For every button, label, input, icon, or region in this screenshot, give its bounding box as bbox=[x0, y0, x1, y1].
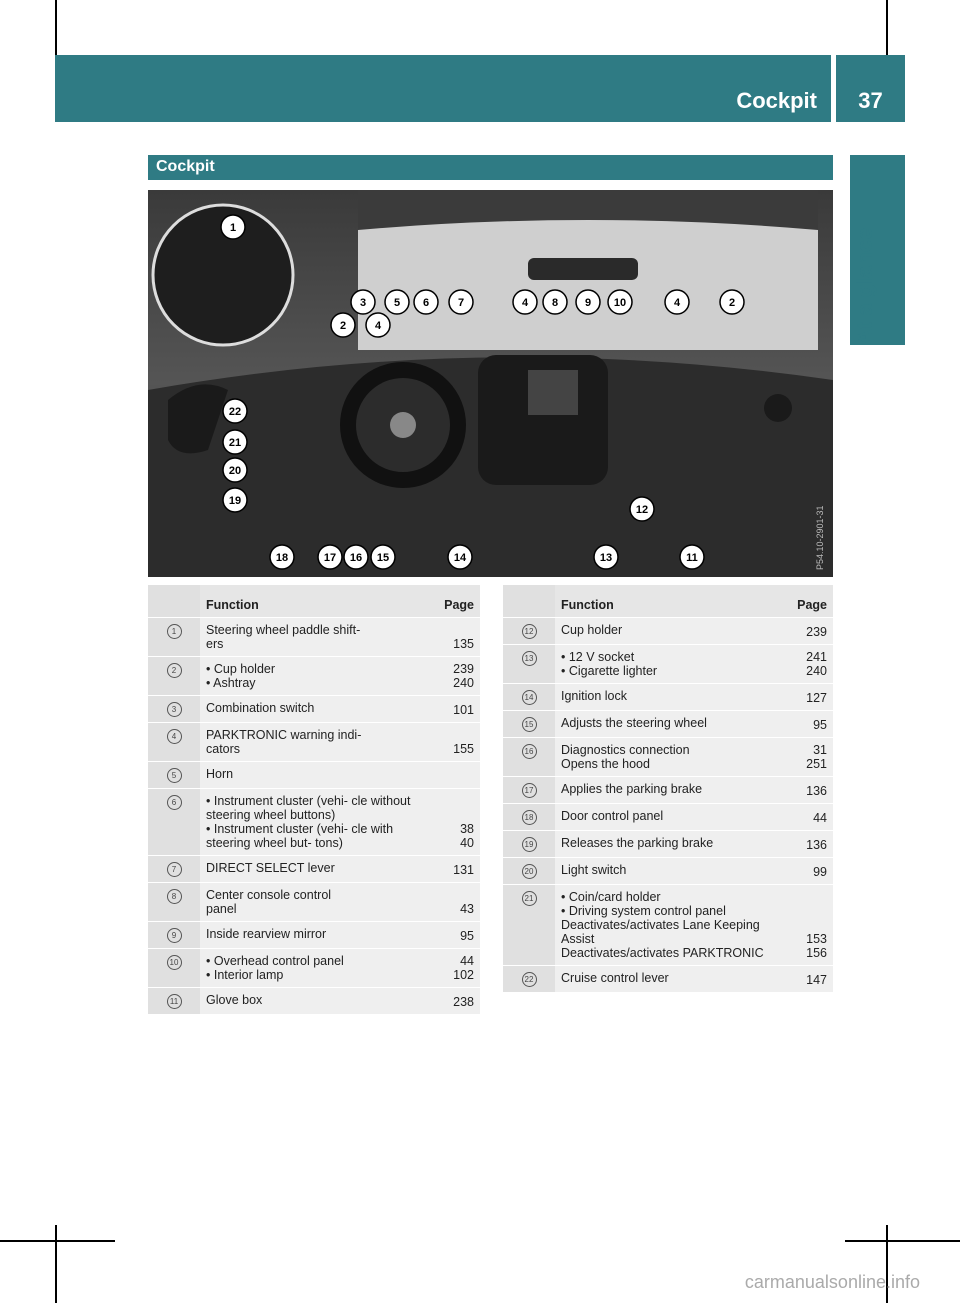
header-function: Function bbox=[200, 585, 426, 618]
row-number-icon: 20 bbox=[522, 864, 537, 879]
photo-code: P54.10-2901-31 bbox=[815, 505, 825, 570]
function-cell bbox=[555, 645, 779, 684]
function-cell bbox=[555, 885, 779, 966]
page-ref: 31 bbox=[813, 743, 827, 757]
page-cell bbox=[426, 657, 480, 696]
page-cell bbox=[779, 885, 833, 966]
page-cell bbox=[779, 804, 833, 831]
row-number-cell bbox=[503, 831, 555, 858]
page-header bbox=[55, 55, 831, 122]
row-number-icon: 13 bbox=[522, 651, 537, 666]
callout-label: 11 bbox=[686, 552, 698, 564]
page-ref: 131 bbox=[453, 863, 474, 877]
page-ref: 153 bbox=[806, 932, 827, 946]
page-cell bbox=[426, 762, 480, 789]
bullet-item: • Interior lamp bbox=[206, 968, 420, 982]
table-row bbox=[148, 618, 480, 657]
function-cell bbox=[555, 711, 779, 738]
table-header-row bbox=[503, 585, 833, 618]
table-row bbox=[148, 949, 480, 988]
callout-label: 9 bbox=[584, 297, 592, 309]
page-ref: 95 bbox=[813, 718, 827, 732]
bullet-item: • Instrument cluster (vehi- cle without steering wheel buttons) bbox=[206, 794, 420, 822]
function-cell bbox=[555, 831, 779, 858]
page-cell bbox=[779, 618, 833, 645]
row-number-icon: 2 bbox=[167, 663, 182, 678]
bullet-item: • Cigarette lighter bbox=[561, 664, 773, 678]
function-text: Adjusts the steering wheel bbox=[561, 716, 707, 730]
callout-label: 7 bbox=[457, 297, 465, 309]
row-number-icon: 7 bbox=[167, 862, 182, 877]
row-number-cell bbox=[148, 696, 200, 723]
callout-label: 19 bbox=[228, 495, 242, 507]
table-body bbox=[148, 618, 480, 1015]
row-number-cell bbox=[148, 988, 200, 1015]
function-text: ers bbox=[206, 637, 224, 651]
function-text: Cup holder bbox=[561, 623, 623, 637]
callout-label: 16 bbox=[349, 552, 363, 564]
bullet-item: • Coin/card holder bbox=[561, 890, 773, 904]
callout-label: 4 bbox=[374, 320, 382, 332]
page-cell bbox=[426, 723, 480, 762]
callout-label: 1 bbox=[229, 222, 237, 234]
row-number-icon: 6 bbox=[167, 795, 182, 810]
row-number-cell bbox=[148, 657, 200, 696]
function-cell bbox=[555, 618, 779, 645]
function-text: panel bbox=[206, 902, 237, 916]
page-ref: 40 bbox=[460, 836, 474, 850]
callout-label: 3 bbox=[359, 297, 367, 309]
function-text: Glove box bbox=[206, 993, 263, 1007]
row-number-cell bbox=[503, 777, 555, 804]
function-cell bbox=[200, 949, 426, 988]
page-ref: 147 bbox=[806, 973, 827, 987]
page-ref: 239 bbox=[453, 662, 474, 676]
function-text: Releases the parking brake bbox=[561, 836, 714, 850]
page-cell bbox=[779, 645, 833, 684]
function-text: Deactivates/activates Lane Keeping Assist bbox=[561, 918, 760, 946]
callout-label: 13 bbox=[599, 552, 613, 564]
page-cell bbox=[426, 949, 480, 988]
page-ref: 136 bbox=[806, 784, 827, 798]
bullet-item: • Driving system control panel bbox=[561, 904, 773, 918]
crop-mark bbox=[0, 1240, 115, 1242]
function-table-right bbox=[503, 585, 833, 993]
function-text: Light switch bbox=[561, 863, 627, 877]
table-row bbox=[148, 696, 480, 723]
function-cell bbox=[200, 883, 426, 922]
callout-label: 14 bbox=[453, 552, 467, 564]
row-number-icon: 21 bbox=[522, 891, 537, 906]
function-table-left bbox=[148, 585, 480, 1015]
header-page: Page bbox=[426, 585, 480, 618]
page-ref: 251 bbox=[806, 757, 827, 771]
table-header-row bbox=[148, 585, 480, 618]
bullet-item: • Instrument cluster (vehi- cle with steering wheel but- tons) bbox=[206, 822, 420, 850]
table-row bbox=[503, 684, 833, 711]
row-number-icon: 16 bbox=[522, 744, 537, 759]
row-number-icon: 15 bbox=[522, 717, 537, 732]
callout-label: 17 bbox=[323, 552, 337, 564]
row-number-icon: 4 bbox=[167, 729, 182, 744]
table-row bbox=[503, 738, 833, 777]
page-cell bbox=[779, 831, 833, 858]
callout-label: 15 bbox=[376, 552, 390, 564]
function-text: Combination switch bbox=[206, 701, 315, 715]
footer-watermark: carmanualsonline.info bbox=[744, 1272, 920, 1292]
row-number-cell bbox=[148, 762, 200, 789]
function-cell bbox=[555, 804, 779, 831]
callout-label: 5 bbox=[393, 297, 401, 309]
page-ref: 241 bbox=[806, 650, 827, 664]
function-cell bbox=[200, 856, 426, 883]
crop-mark bbox=[886, 0, 888, 55]
function-cell bbox=[555, 738, 779, 777]
table-row bbox=[503, 885, 833, 966]
page-ref: 44 bbox=[460, 954, 474, 968]
row-number-icon: 11 bbox=[167, 994, 182, 1009]
row-number-icon: 19 bbox=[522, 837, 537, 852]
section-title: Cockpit bbox=[156, 158, 215, 175]
callout-label: 4 bbox=[521, 297, 529, 309]
row-number-icon: 18 bbox=[522, 810, 537, 825]
callout-label: 10 bbox=[613, 297, 627, 309]
table-row bbox=[148, 789, 480, 856]
table-row bbox=[503, 777, 833, 804]
function-text: Horn bbox=[206, 767, 234, 781]
row-number-cell bbox=[503, 858, 555, 885]
row-number-icon: 8 bbox=[167, 889, 182, 904]
page-ref: 155 bbox=[453, 742, 474, 756]
page-ref: 127 bbox=[806, 691, 827, 705]
row-number-icon: 5 bbox=[167, 768, 182, 783]
table-body bbox=[503, 618, 833, 993]
page-ref: 44 bbox=[813, 811, 827, 825]
function-text: DIRECT SELECT lever bbox=[206, 861, 335, 875]
callout-label: 2 bbox=[339, 320, 347, 332]
row-number-cell bbox=[503, 804, 555, 831]
table-row bbox=[148, 856, 480, 883]
callout-label: 22 bbox=[228, 406, 242, 418]
callout-label: 4 bbox=[673, 297, 681, 309]
table-row bbox=[503, 618, 833, 645]
row-number-icon: 22 bbox=[522, 972, 537, 987]
row-number-cell bbox=[148, 789, 200, 856]
table-row bbox=[503, 804, 833, 831]
section-header bbox=[148, 155, 833, 180]
row-number-cell bbox=[503, 684, 555, 711]
function-text: cators bbox=[206, 742, 241, 756]
page-ref: 136 bbox=[806, 838, 827, 852]
page-cell bbox=[426, 696, 480, 723]
row-number-icon: 9 bbox=[167, 928, 182, 943]
function-text: Ignition lock bbox=[561, 689, 628, 703]
row-number-icon: 14 bbox=[522, 690, 537, 705]
function-cell bbox=[200, 762, 426, 789]
header-page: Page bbox=[779, 585, 833, 618]
page-cell bbox=[426, 856, 480, 883]
table-row bbox=[148, 723, 480, 762]
page-cell bbox=[426, 883, 480, 922]
bullet-item: • 12 V socket bbox=[561, 650, 773, 664]
bullet-item: • Overhead control panel bbox=[206, 954, 420, 968]
callout-label: 2 bbox=[728, 297, 736, 309]
bullet-item: • Ashtray bbox=[206, 676, 420, 690]
table-row bbox=[503, 711, 833, 738]
row-number-icon: 1 bbox=[167, 624, 182, 639]
row-number-cell bbox=[148, 618, 200, 657]
function-text: Cruise control lever bbox=[561, 971, 669, 985]
callout-label: 21 bbox=[228, 437, 242, 449]
row-number-cell bbox=[148, 883, 200, 922]
crop-mark bbox=[55, 1225, 57, 1303]
page-cell bbox=[779, 711, 833, 738]
function-cell bbox=[200, 988, 426, 1015]
function-text: PARKTRONIC warning indi- bbox=[206, 728, 362, 742]
row-number-cell bbox=[503, 966, 555, 993]
row-number-cell bbox=[503, 618, 555, 645]
callout-label: 6 bbox=[422, 297, 430, 309]
page-cell bbox=[426, 789, 480, 856]
page-cell bbox=[426, 618, 480, 657]
page-ref: 239 bbox=[806, 625, 827, 639]
row-number-cell bbox=[148, 949, 200, 988]
side-tab-label: At a glance bbox=[852, 227, 877, 345]
function-text: Center console control bbox=[206, 888, 332, 902]
table-row bbox=[148, 657, 480, 696]
row-number-cell bbox=[503, 645, 555, 684]
bullet-item: • Cup holder bbox=[206, 662, 420, 676]
page-ref: 135 bbox=[453, 637, 474, 651]
function-text: Deactivates/activates PARKTRONIC bbox=[561, 946, 764, 960]
function-cell bbox=[555, 858, 779, 885]
row-number-icon: 10 bbox=[167, 955, 182, 970]
callout-label: 12 bbox=[635, 504, 649, 516]
page-ref: 95 bbox=[460, 929, 474, 943]
page-ref: 38 bbox=[460, 822, 474, 836]
page-cell bbox=[779, 738, 833, 777]
function-text: Applies the parking brake bbox=[561, 782, 703, 796]
page-cell bbox=[426, 922, 480, 949]
table-row bbox=[148, 762, 480, 789]
function-text: Door control panel bbox=[561, 809, 664, 823]
page-ref: 102 bbox=[453, 968, 474, 982]
table-row bbox=[503, 831, 833, 858]
table-row bbox=[503, 966, 833, 993]
callout-label: 20 bbox=[228, 465, 242, 477]
row-number-icon: 17 bbox=[522, 783, 537, 798]
row-number-cell bbox=[503, 885, 555, 966]
function-cell bbox=[200, 789, 426, 856]
function-cell bbox=[555, 966, 779, 993]
page-cell bbox=[426, 988, 480, 1015]
function-text: Inside rearview mirror bbox=[206, 927, 327, 941]
row-number-icon: 3 bbox=[167, 702, 182, 717]
function-cell bbox=[200, 922, 426, 949]
function-text: Opens the hood bbox=[561, 757, 650, 771]
table-row bbox=[148, 922, 480, 949]
page-ref: 240 bbox=[806, 664, 827, 678]
crop-mark bbox=[845, 1240, 960, 1242]
page-ref: 101 bbox=[453, 703, 474, 717]
page-cell bbox=[779, 966, 833, 993]
page-ref: 240 bbox=[453, 676, 474, 690]
table-row bbox=[503, 858, 833, 885]
function-cell bbox=[555, 777, 779, 804]
function-text: Steering wheel paddle shift- bbox=[206, 623, 361, 637]
row-number-cell bbox=[148, 856, 200, 883]
function-cell bbox=[200, 657, 426, 696]
page-cell bbox=[779, 777, 833, 804]
row-number-cell bbox=[503, 738, 555, 777]
callout-label: 18 bbox=[275, 552, 289, 564]
cockpit-photo bbox=[148, 190, 833, 577]
page-number: 37 bbox=[858, 88, 883, 113]
page-cell bbox=[779, 858, 833, 885]
function-cell bbox=[555, 684, 779, 711]
row-number-icon: 12 bbox=[522, 624, 537, 639]
header-function: Function bbox=[555, 585, 779, 618]
table-row bbox=[148, 883, 480, 922]
page-ref: 43 bbox=[460, 902, 474, 916]
header-title: Cockpit bbox=[736, 88, 817, 113]
page-ref: 99 bbox=[813, 865, 827, 879]
table-row bbox=[503, 645, 833, 684]
row-number-cell bbox=[148, 723, 200, 762]
crop-mark bbox=[55, 0, 57, 55]
row-number-cell bbox=[148, 922, 200, 949]
page-ref: 156 bbox=[806, 946, 827, 960]
callout-label: 8 bbox=[551, 297, 559, 309]
function-cell bbox=[200, 696, 426, 723]
page-ref: 238 bbox=[453, 995, 474, 1009]
function-text: Diagnostics connection bbox=[561, 743, 690, 757]
page-cell bbox=[779, 684, 833, 711]
row-number-cell bbox=[503, 711, 555, 738]
table-row bbox=[148, 988, 480, 1015]
function-cell bbox=[200, 723, 426, 762]
page-number-box bbox=[836, 55, 905, 122]
function-cell bbox=[200, 618, 426, 657]
